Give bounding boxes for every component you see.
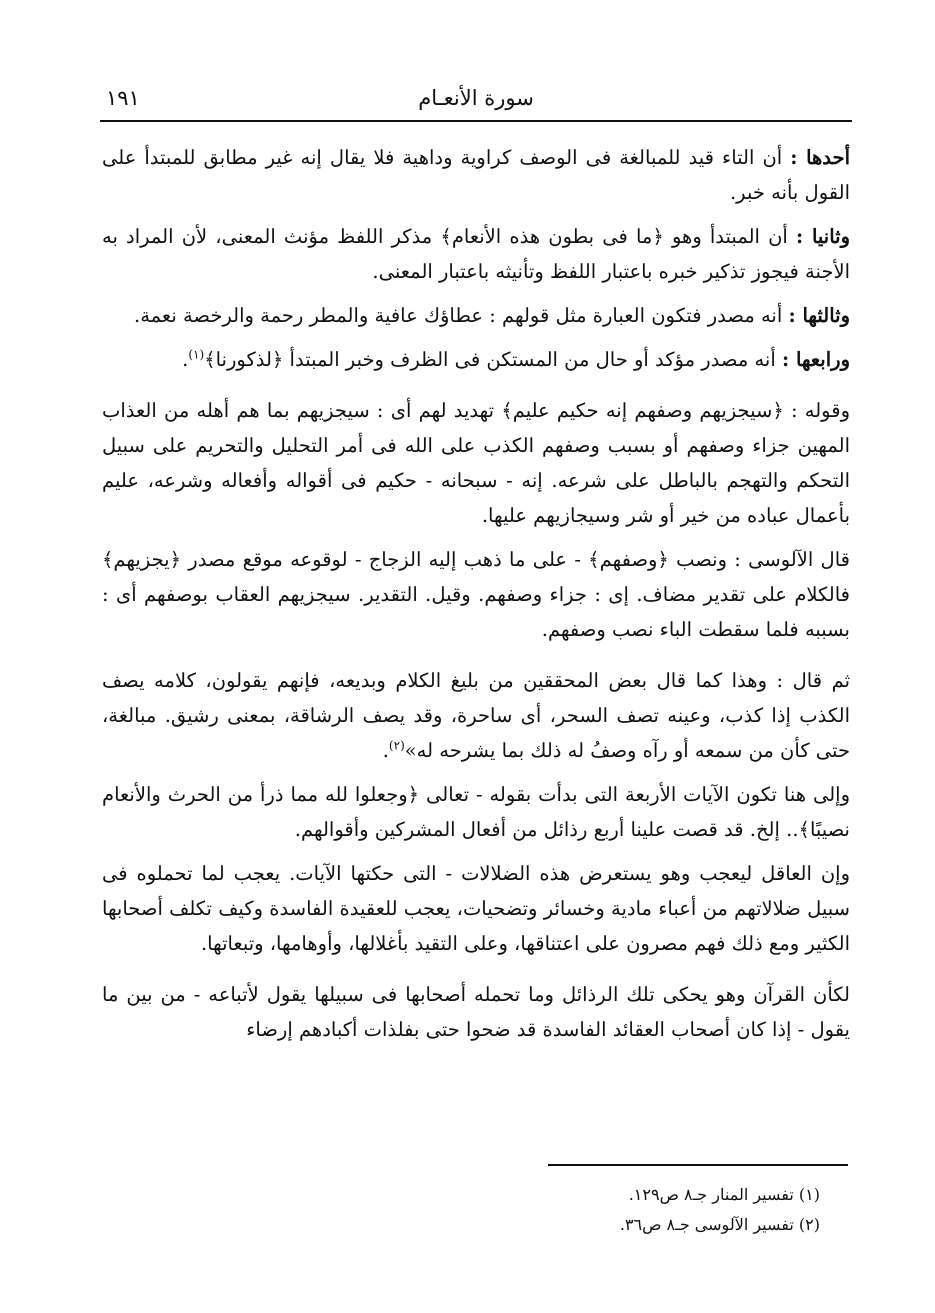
paragraph-alusi (102, 542, 850, 647)
page-number: ١٩١ (106, 86, 140, 110)
paragraph-text: أنه مصدر مؤكد أو حال من المستكن فى الظرف وخبر المبتدأ ﴿لذكورنا﴾ (204, 348, 782, 371)
paragraph-text: أنه مصدر فتكون العبارة مثل قولهم : عطاؤك عافية والمطر رحمة والرخصة نعمة. (134, 304, 789, 327)
paragraph-fourth (102, 342, 850, 377)
paragraph-label: وثانيا : (796, 225, 851, 248)
paragraph-first (102, 140, 850, 210)
paragraph-text: ثم قال : وهذا كما قال بعض المحققين من بليغ الكلام وبديعه، فإنهم يقولون، كلامه يصف الكذب إذا كذب، وعينه تصف السحر، أى ساحرة، وقد يصف الرشاقة، بمعنى رشيق. مبالغة، حتى كأن من سمعه أو رآه وصفُ له ذلك بما يشرحه له» (102, 669, 850, 762)
paragraph-tail: . (182, 348, 189, 371)
paragraph-label: وثالثها : (788, 304, 850, 327)
paragraph-label: أحدها : (790, 146, 851, 169)
main-text (102, 140, 850, 1056)
surah-title: سورة الأنعـام (418, 86, 534, 110)
paragraph-text: أن التاء قيد للمبالغة فى الوصف كراوية وداهية فلا يقال إنه غير مطابق للمبتدأ على القول بأنه خبر. (102, 146, 850, 204)
footnote-item: (٢) تفسير الآلوسى جـ٨ ص٣٦. (619, 1215, 820, 1234)
paragraph-commentary (102, 393, 850, 533)
paragraph-text: وقوله : ﴿سيجزيهم وصفهم إنه حكيم عليم﴾ تهديد لهم أى : سيجزيهم بما هم أهله من العذاب المهين جزاء وصفهم أو بسبب وصفهم الكذب على الله فى أمر التحليل والتحريم على سبيل التحكم والتهجم بالباطل على شرعه. إنه - سبحانه - حكيم فى أقواله وأفعاله وشرعه، عليم بأعمال عباده من خير أو شر وسيجازيهم عليها. (102, 399, 850, 527)
footnote-ref[interactable]: (١) (188, 347, 205, 362)
page-header (100, 70, 852, 122)
paragraph-second (102, 219, 850, 289)
paragraph-tail: . (382, 739, 389, 762)
paragraph-text: لكأن القرآن وهو يحكى تلك الرذائل وما تحمله أصحابها فى سبيلها يقول لأتباعه - من بين ما يقول - إذا كان أصحاب العقائد الفاسدة قد ضحوا حتى بفلذات أكبادهم إرضاء (102, 983, 850, 1041)
paragraph-reflection (102, 856, 850, 961)
paragraph-text: قال الآلوسى : ونصب ﴿وصفهم﴾ - على ما ذهب إليه الزجاج - لوقوعه موقع مصدر ﴿يجزيهم﴾ فالكلام على تقدير مضاف. إى : جزاء وصفهم. وقيل. التقدير. سيجزيهم العقاب بوصفهم أى : بسببه فلما سقطت الباء نصب وصفهم. (102, 548, 850, 641)
paragraph-label: ورابعها : (781, 348, 850, 371)
footnote-item: (١) تفسير المنار جـ٨ ص١٢٩. (628, 1185, 820, 1204)
footnote-ref[interactable]: (٢) (388, 738, 405, 753)
paragraph-quote (102, 663, 850, 768)
paragraph-continued (102, 977, 850, 1047)
paragraph-summary (102, 777, 850, 847)
footnote-divider (548, 1164, 848, 1166)
paragraph-third (102, 298, 850, 333)
paragraph-text: وإلى هنا تكون الآيات الأربعة التى بدأت بقوله - تعالى ﴿وجعلوا لله مما ذرأ من الحرث والأنعام نصيبًا﴾.. إلخ. قد قصت علينا أربع رذائل من أفعال المشركين وأقوالهم. (102, 783, 850, 841)
paragraph-text: وإن العاقل ليعجب وهو يستعرض هذه الضلالات - التى حكتها الآيات. يعجب لما تحملوه فى سبيل ضلالاتهم من أعباء مادية وخسائر وتضحيات، يعجب للعقيدة الفاسدة وكيف تكلف أصحابها الكثير ومع ذلك فهم مصرون على اعتناقها، وعلى التقيد بأغلالها، وأوهامها، وتبعاتها. (102, 862, 850, 955)
paragraph-text: أن المبتدأ وهو ﴿ما فى بطون هذه الأنعام﴾ مذكر اللفظ مؤنث المعنى، لأن المراد به الأجنة فيجوز تذكير خبره باعتبار اللفظ وتأنيثه باعتبار المعنى. (102, 225, 850, 283)
footnotes (102, 1180, 820, 1240)
